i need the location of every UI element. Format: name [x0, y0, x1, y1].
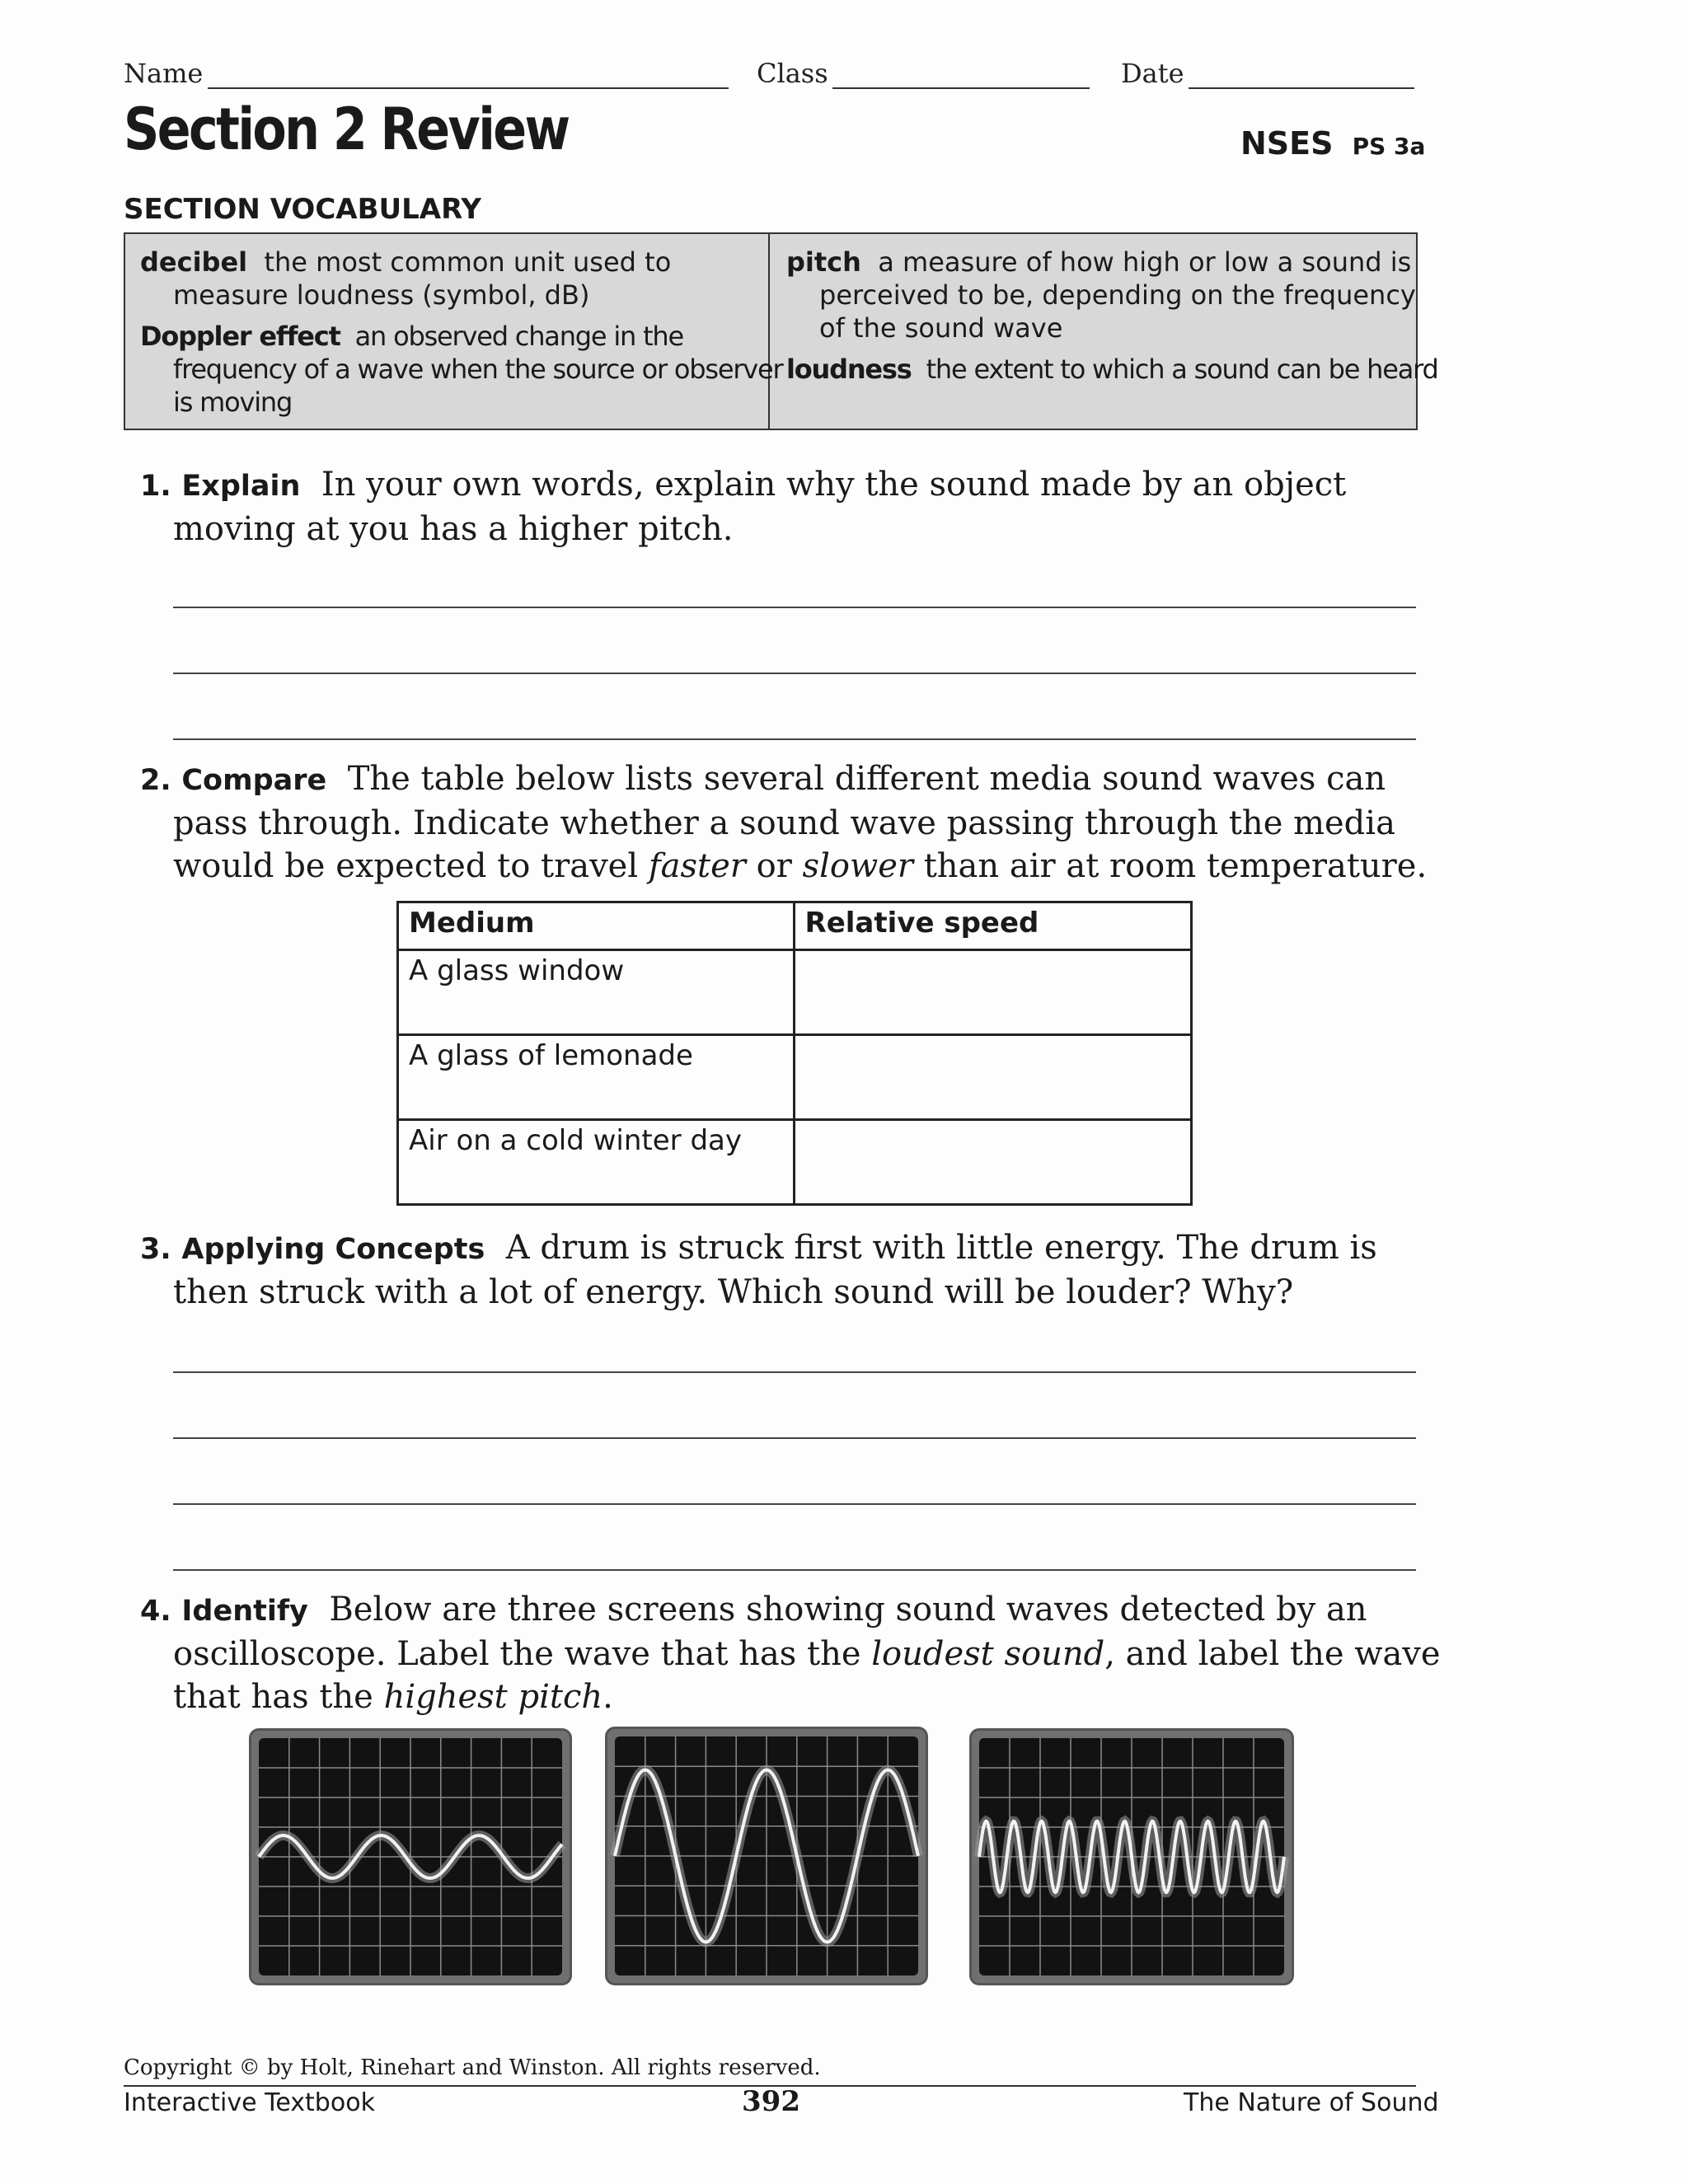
question-keyword: Identify [181, 1595, 308, 1628]
question-text: A drum is struck first with little energy. The drum is then struck with a lot of energy. Which sound will be louder? Why? [173, 1229, 1377, 1311]
question-number: 1. [140, 470, 171, 503]
standard-label: NSES [1240, 125, 1334, 162]
vocab-definition: an observed change in the frequency of a wave when the source or observer is moving [173, 321, 783, 418]
answer-line[interactable] [173, 1371, 1416, 1373]
question-keyword: Applying Concepts [181, 1233, 485, 1266]
emphasis-slower: slower [802, 847, 913, 885]
question-4 [140, 1588, 1451, 1718]
oscilloscope-display [607, 1729, 926, 1983]
answer-line[interactable] [173, 738, 1416, 740]
answer-line[interactable] [173, 1503, 1416, 1505]
vocab-entry-loudness [786, 353, 1439, 386]
oscilloscope-screen-3[interactable] [969, 1728, 1294, 1985]
name-label: Name [124, 58, 204, 89]
oscilloscope-display [972, 1731, 1292, 1983]
footer-chapter-title: The Nature of Sound [1184, 2088, 1439, 2117]
question-text: The table below lists several different media sound waves can pass through. Indicate whether a sound wave passing through the media would be expected to travel [173, 760, 1395, 885]
answer-line[interactable] [173, 673, 1416, 674]
vocabulary-box [124, 232, 1438, 430]
question-2 [140, 757, 1451, 888]
footer-book-title: Interactive Textbook [124, 2088, 375, 2117]
question-text: or [756, 847, 792, 885]
vocab-definition: the extent to which a sound can be heard [926, 354, 1438, 385]
media-table [396, 901, 1193, 1206]
table-row [398, 950, 1192, 1035]
question-1 [140, 463, 1451, 551]
class-label: Class [757, 58, 828, 89]
oscilloscope-screen-1[interactable] [249, 1728, 572, 1985]
question-number: 3. [140, 1233, 171, 1266]
question-number: 2. [140, 764, 171, 797]
vocab-term: pitch [786, 246, 861, 278]
column-header-medium: Medium [398, 902, 795, 950]
date-label: Date [1121, 58, 1184, 89]
question-keyword: Explain [181, 470, 301, 503]
vocab-term: Doppler effect [140, 321, 340, 352]
table-row [398, 1035, 1192, 1120]
standards-badge [1240, 125, 1425, 162]
vocabulary-heading: SECTION VOCABULARY [124, 193, 482, 226]
oscilloscope-display [251, 1731, 570, 1983]
question-text: , and label the wave that has the [173, 1635, 1441, 1716]
column-header-relative-speed: Relative speed [794, 902, 1191, 950]
table-header-row [398, 902, 1192, 950]
vocab-term: loudness [786, 354, 912, 385]
vocab-term: decibel [140, 246, 248, 278]
standard-code: PS 3a [1352, 133, 1426, 160]
question-number: 4. [140, 1595, 171, 1628]
medium-cell: Air on a cold winter day [398, 1120, 795, 1205]
table-row [398, 1120, 1192, 1205]
emphasis-faster: faster [648, 847, 746, 885]
question-text: than air at room temperature. [923, 847, 1428, 885]
emphasis-loudest-sound: loudest sound [871, 1635, 1105, 1673]
answer-line[interactable] [173, 607, 1416, 608]
page-number: 392 [742, 2085, 800, 2118]
question-keyword: Compare [181, 764, 327, 797]
medium-cell: A glass of lemonade [398, 1035, 795, 1120]
vocab-entry-doppler-effect [140, 320, 793, 419]
page-title: Section 2 Review [124, 96, 569, 163]
class-field[interactable] [832, 87, 1090, 89]
vocab-entry-decibel [140, 246, 793, 312]
answer-line[interactable] [173, 1437, 1416, 1439]
question-text: . [603, 1678, 613, 1716]
oscilloscope-screen-2[interactable] [605, 1727, 928, 1985]
answer-line[interactable] [173, 1569, 1416, 1571]
relative-speed-answer-cell[interactable] [794, 950, 1191, 1035]
date-field[interactable] [1189, 87, 1414, 89]
emphasis-highest-pitch: highest pitch [383, 1678, 603, 1716]
question-3 [140, 1226, 1451, 1314]
relative-speed-answer-cell[interactable] [794, 1035, 1191, 1120]
vocab-entry-pitch [786, 246, 1439, 344]
vocab-definition: the most common unit used to measure loudness (symbol, dB) [173, 246, 672, 311]
copyright-notice: Copyright © by Holt, Rinehart and Winston. All rights reserved. [124, 2055, 821, 2080]
relative-speed-answer-cell[interactable] [794, 1120, 1191, 1205]
question-text: In your own words, explain why the sound made by an object moving at you has a higher pitch. [173, 466, 1347, 548]
medium-cell: A glass window [398, 950, 795, 1035]
name-field[interactable] [208, 87, 729, 89]
vocab-definition: a measure of how high or low a sound is perceived to be, depending on the frequency of the sound wave [819, 246, 1416, 344]
question-text: Below are three screens showing sound waves detected by an oscilloscope. Label the wave that has the [173, 1591, 1367, 1673]
